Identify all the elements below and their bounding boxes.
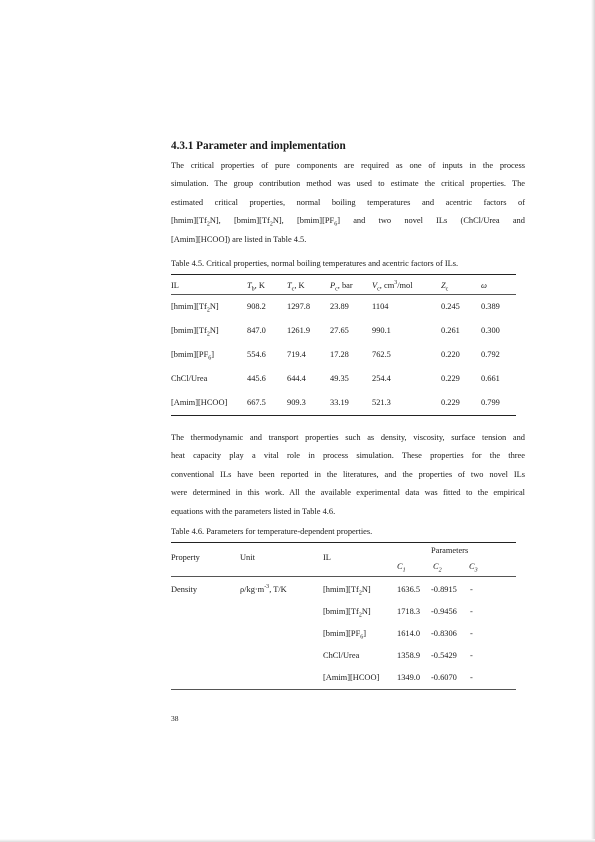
cell-il: ChCl/Urea <box>323 651 360 660</box>
cell-tb: 908.2 <box>247 302 266 311</box>
cell-vc: 521.3 <box>372 398 391 407</box>
compound-list: $[bmim][PF_6]$ <box>296 216 340 228</box>
col-header-c1: $C_1$ <box>397 562 406 574</box>
cell-tc: 1261.9 <box>287 326 311 335</box>
cell-c3: - <box>470 629 473 638</box>
table-rule-header <box>171 576 516 577</box>
cell-il: $[hmim][Tf_2N]$ <box>323 585 371 597</box>
table-rule-top <box>171 274 516 275</box>
cell-tb: 554.6 <box>247 350 266 359</box>
cell-c1: 1349.0 <box>397 673 421 682</box>
cell-zc: 0.261 <box>441 326 460 335</box>
cell-il: $[bmim][PF_6]$ <box>171 350 215 362</box>
cell-property: Density <box>171 585 198 594</box>
cell-c3: - <box>470 585 473 594</box>
cell-zc: 0.245 <box>441 302 460 311</box>
cell-omega: 0.799 <box>481 398 500 407</box>
page-number: 38 <box>171 714 179 723</box>
cell-vc: 762.5 <box>372 350 391 359</box>
col-header-zc: $Z_c$ <box>441 281 449 293</box>
compound-list: and <box>512 216 525 226</box>
cell-unit: $\rho/kg\cdot m^{-3}$, T/K <box>240 584 287 594</box>
para-line: estimated critical properties, normal boiling temperatures and acentric factors of <box>171 197 525 207</box>
cell-c2: -0.8306 <box>431 629 457 638</box>
col-header-vc: $V_c$, $cm^3$/mol <box>372 280 413 293</box>
intro-paragraph <box>171 157 525 249</box>
cell-vc: 1104 <box>372 302 389 311</box>
cell-tb: 667.5 <box>247 398 266 407</box>
cell-tc: 644.4 <box>287 374 306 383</box>
cell-zc: 0.229 <box>441 374 460 383</box>
page-edge-shadow <box>591 0 595 842</box>
compound-list: $[hmim][Tf_2N]$, <box>171 216 221 228</box>
col-header-tc: $T_c$, K <box>287 281 305 293</box>
cell-il: ChCl/Urea <box>171 374 208 383</box>
col-header-c3: $C_3$ <box>469 562 478 574</box>
cell-c2: -0.6070 <box>431 673 457 682</box>
cell-c2: -0.9456 <box>431 607 457 616</box>
cell-vc: 254.4 <box>372 374 391 383</box>
col-header-omega: ω <box>481 281 487 290</box>
compound-list: two <box>378 216 392 226</box>
cell-c1: 1358.9 <box>397 651 421 660</box>
cell-omega: 0.389 <box>481 302 500 311</box>
cell-tc: 1297.8 <box>287 302 311 311</box>
para-line: The critical properties of pure components are required as one of inputs in the process <box>171 161 525 170</box>
table-rule-header <box>171 294 516 295</box>
cell-pc: 49.35 <box>330 374 349 383</box>
cell-c1: 1718.3 <box>397 607 421 616</box>
table-rule-bottom <box>171 689 516 690</box>
cell-c3: - <box>470 651 473 660</box>
cell-c3: - <box>470 673 473 682</box>
cell-pc: 17.28 <box>330 350 349 359</box>
table-4-5-caption: Table 4.5. Critical properties, normal boiling temperatures and acentric factors of ILs. <box>171 259 459 268</box>
cell-omega: 0.792 <box>481 350 500 359</box>
cell-tc: 719.4 <box>287 350 306 359</box>
compound-list: novel <box>404 216 423 226</box>
col-header-il: IL <box>171 281 179 290</box>
compound-list: and <box>353 216 366 226</box>
cell-il: [Amim][HCOO] <box>171 398 228 407</box>
compound-list: ILs <box>436 216 448 226</box>
cell-c2: -0.8915 <box>431 585 457 594</box>
cell-il: $[bmim][Tf_2N]$ <box>171 326 219 338</box>
cell-tb: 445.6 <box>247 374 266 383</box>
cell-tc: 909.3 <box>287 398 306 407</box>
col-header-il: IL <box>323 553 331 562</box>
cell-c1: 1636.5 <box>397 585 421 594</box>
cell-zc: 0.220 <box>441 350 460 359</box>
cell-zc: 0.229 <box>441 398 460 407</box>
cell-pc: 23.89 <box>330 302 349 311</box>
col-header-parameters: Parameters <box>431 546 469 555</box>
cell-pc: 27.65 <box>330 326 349 335</box>
para-line: simulation. The group contribution method was used to estimate the critical properties. The <box>171 179 525 189</box>
compound-list: (ChCl/Urea <box>460 216 500 226</box>
cell-c1: 1614.0 <box>397 629 421 638</box>
cell-il: $[hmim][Tf_2N]$ <box>171 302 219 314</box>
cell-vc: 990.1 <box>372 326 391 335</box>
table-rule-bottom <box>171 415 516 416</box>
para-line: [Amim][HCOO]) are listed in Table 4.5. <box>171 234 307 244</box>
col-header-property: Property <box>171 553 200 562</box>
cell-omega: 0.661 <box>481 374 500 383</box>
table-4-6-caption: Table 4.6. Parameters for temperature-dependent properties. <box>171 527 373 536</box>
cell-c2: -0.5429 <box>431 651 457 660</box>
cell-c3: - <box>470 607 473 616</box>
para-line: conventional ILs have been reported in the literatures, and the properties of two novel ILs <box>171 469 525 479</box>
col-header-c2: $C_2$ <box>433 562 442 574</box>
col-header-unit: Unit <box>240 553 255 562</box>
col-header-pc: $P_c$, bar <box>330 281 353 293</box>
para-line: The thermodynamic and transport properties such as density, viscosity, surface tension and <box>171 433 525 442</box>
cell-il: $[bmim][PF_6]$ <box>323 629 367 641</box>
cell-pc: 33.19 <box>330 398 349 407</box>
compound-list: $[bmim][Tf_2N]$, <box>233 216 284 228</box>
cell-omega: 0.300 <box>481 326 500 335</box>
para-line: equations with the parameters listed in Table 4.6. <box>171 506 336 516</box>
section-heading: 4.3.1 Parameter and implementation <box>171 140 346 152</box>
table-rule-top <box>171 542 516 543</box>
para-line-compounds <box>171 212 525 230</box>
cell-il: $[bmim][Tf_2N]$ <box>323 607 371 619</box>
properties-paragraph <box>171 429 525 521</box>
para-line: were determined in this work. All the available experimental data was fitted to the empirical <box>171 488 525 498</box>
cell-tb: 847.0 <box>247 326 266 335</box>
cell-il: [Amim][HCOO] <box>323 673 380 682</box>
para-line: heat capacity play a vital role in process simulation. These properties for the three <box>171 451 525 461</box>
col-header-tb: $T_b$, K <box>247 281 265 293</box>
